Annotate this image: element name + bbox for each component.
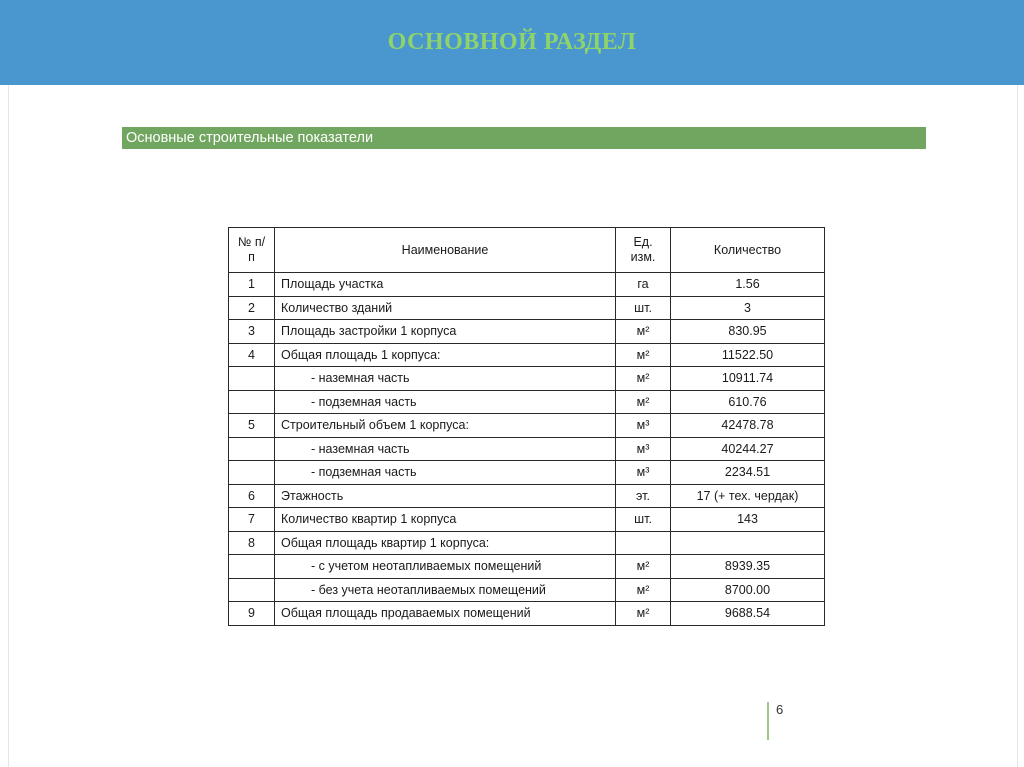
cell-qty: 830.95	[671, 320, 825, 344]
cell-qty: 143	[671, 508, 825, 532]
table-header-row	[229, 228, 825, 273]
cell-num: 3	[229, 320, 275, 344]
table-row	[229, 273, 825, 297]
table-row	[229, 414, 825, 438]
table-row	[229, 531, 825, 555]
cell-name: Этажность	[275, 484, 616, 508]
slide-title: ОСНОВНОЙ РАЗДЕЛ	[387, 29, 637, 55]
cell-num	[229, 390, 275, 414]
cell-qty: 8939.35	[671, 555, 825, 579]
cell-name: - подземная часть	[275, 390, 616, 414]
cell-unit: м³	[616, 414, 671, 438]
cell-name: - наземная часть	[275, 367, 616, 391]
cell-qty: 9688.54	[671, 602, 825, 626]
table-body	[229, 273, 825, 626]
slide-header	[0, 0, 1024, 85]
cell-num: 2	[229, 296, 275, 320]
page-number: 6	[776, 702, 784, 717]
table-row	[229, 367, 825, 391]
cell-unit: м²	[616, 367, 671, 391]
cell-qty: 1.56	[671, 273, 825, 297]
indicators-table-wrap	[228, 227, 825, 626]
table-row	[229, 578, 825, 602]
table-row	[229, 484, 825, 508]
cell-qty: 40244.27	[671, 437, 825, 461]
cell-unit	[616, 531, 671, 555]
cell-num: 4	[229, 343, 275, 367]
cell-name: Количество квартир 1 корпуса	[275, 508, 616, 532]
cell-name: Площадь участка	[275, 273, 616, 297]
cell-qty: 17 (+ тех. чердак)	[671, 484, 825, 508]
cell-name: Общая площадь 1 корпуса:	[275, 343, 616, 367]
cell-unit: м²	[616, 602, 671, 626]
cell-unit: м²	[616, 555, 671, 579]
cell-name: - без учета неотапливаемых помещений	[275, 578, 616, 602]
cell-qty: 10911.74	[671, 367, 825, 391]
indicators-table	[228, 227, 825, 626]
table-row	[229, 508, 825, 532]
cell-qty	[671, 531, 825, 555]
cell-qty: 42478.78	[671, 414, 825, 438]
cell-name: Общая площадь квартир 1 корпуса:	[275, 531, 616, 555]
cell-qty: 610.76	[671, 390, 825, 414]
table-row	[229, 461, 825, 485]
cell-qty: 11522.50	[671, 343, 825, 367]
table-row	[229, 390, 825, 414]
cell-num: 5	[229, 414, 275, 438]
table-row	[229, 343, 825, 367]
section-bar	[122, 127, 926, 149]
header-qty: Количество	[671, 228, 825, 273]
cell-name: Площадь застройки 1 корпуса	[275, 320, 616, 344]
cell-name: - с учетом неотапливаемых помещений	[275, 555, 616, 579]
cell-num	[229, 437, 275, 461]
cell-unit: м³	[616, 461, 671, 485]
cell-name: Количество зданий	[275, 296, 616, 320]
cell-unit: м³	[616, 437, 671, 461]
cell-qty: 2234.51	[671, 461, 825, 485]
table-row	[229, 320, 825, 344]
cell-num	[229, 555, 275, 579]
header-name: Наименование	[275, 228, 616, 273]
cell-unit: шт.	[616, 296, 671, 320]
cell-unit: шт.	[616, 508, 671, 532]
cell-num	[229, 578, 275, 602]
cell-name: Общая площадь продаваемых помещений	[275, 602, 616, 626]
header-unit: Ед. изм.	[616, 228, 671, 273]
cell-name: - наземная часть	[275, 437, 616, 461]
cell-num	[229, 461, 275, 485]
cell-unit: эт.	[616, 484, 671, 508]
cell-unit: м²	[616, 343, 671, 367]
cell-name: - подземная часть	[275, 461, 616, 485]
cell-unit: м²	[616, 390, 671, 414]
table-row	[229, 555, 825, 579]
cell-unit: га	[616, 273, 671, 297]
cell-num: 9	[229, 602, 275, 626]
cell-num: 8	[229, 531, 275, 555]
cell-num: 6	[229, 484, 275, 508]
table-row	[229, 602, 825, 626]
table-row	[229, 296, 825, 320]
cell-num: 1	[229, 273, 275, 297]
cell-num	[229, 367, 275, 391]
cell-qty: 8700.00	[671, 578, 825, 602]
cell-qty: 3	[671, 296, 825, 320]
cell-num: 7	[229, 508, 275, 532]
header-num: № п/п	[229, 228, 275, 273]
cell-unit: м²	[616, 320, 671, 344]
page-marker	[767, 702, 769, 740]
section-title: Основные строительные показатели	[126, 130, 374, 146]
cell-name: Строительный объем 1 корпуса:	[275, 414, 616, 438]
cell-unit: м²	[616, 578, 671, 602]
table-row	[229, 437, 825, 461]
